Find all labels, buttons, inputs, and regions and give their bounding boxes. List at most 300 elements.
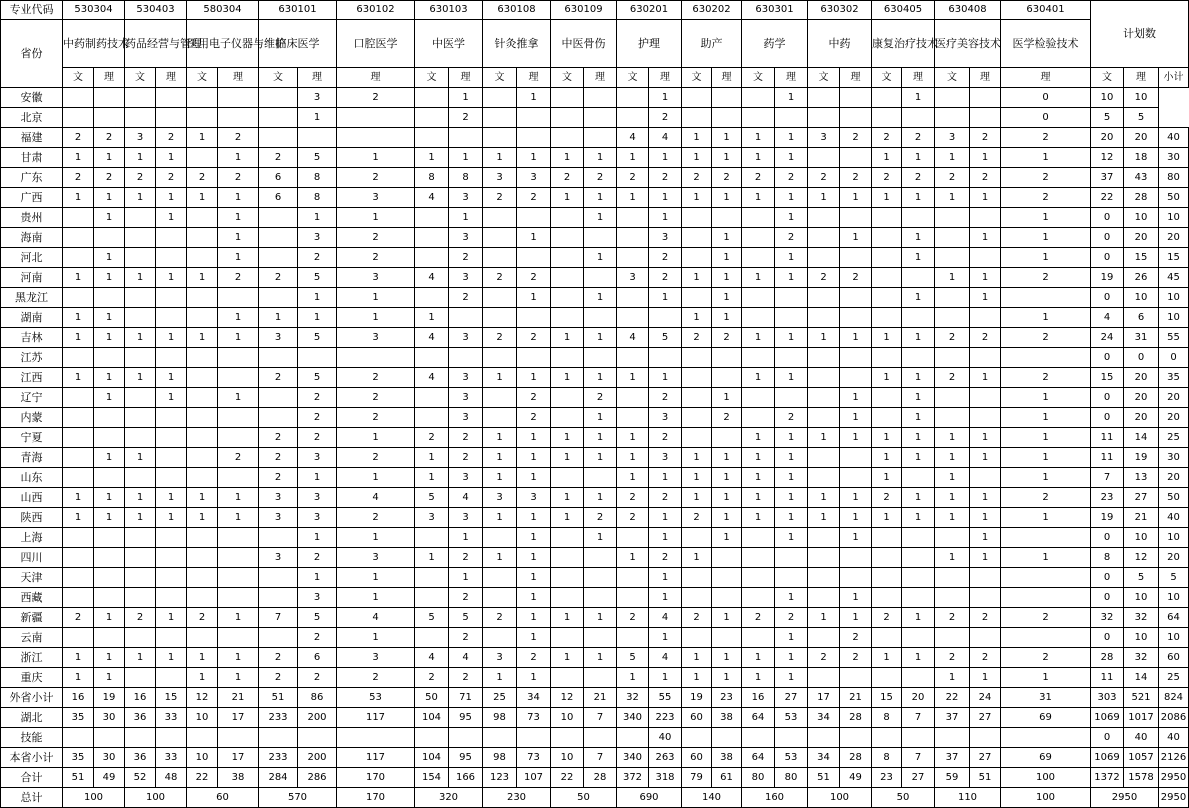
stream-header: 理	[298, 68, 337, 88]
data-cell: 27	[970, 708, 1001, 728]
data-cell	[63, 568, 94, 588]
data-cell: 1	[840, 588, 872, 608]
data-cell: 64	[742, 748, 775, 768]
data-cell	[682, 388, 712, 408]
data-cell: 0	[1091, 528, 1124, 548]
row-label: 甘肃	[1, 148, 63, 168]
data-cell: 1	[218, 488, 259, 508]
total-label: 总计	[1, 788, 63, 808]
data-cell	[94, 468, 125, 488]
data-cell: 1	[682, 488, 712, 508]
data-cell: 2	[63, 128, 94, 148]
data-cell	[584, 728, 617, 748]
data-cell: 1	[125, 508, 156, 528]
data-cell: 5	[1124, 108, 1159, 128]
data-cell	[551, 108, 584, 128]
data-cell: 80	[775, 768, 808, 788]
data-cell	[218, 568, 259, 588]
stream-header: 理	[584, 68, 617, 88]
data-cell: 2	[935, 608, 970, 628]
data-cell	[483, 128, 517, 148]
data-cell: 3	[337, 548, 415, 568]
data-cell	[156, 88, 187, 108]
data-cell	[970, 388, 1001, 408]
data-cell: 20	[1159, 388, 1189, 408]
data-cell: 30	[1159, 148, 1189, 168]
major-name: 中药制药技术	[63, 20, 125, 68]
major-name: 针灸推拿	[483, 20, 551, 68]
row-label: 辽宁	[1, 388, 63, 408]
data-cell: 1	[682, 308, 712, 328]
data-cell	[935, 308, 970, 328]
data-cell	[125, 308, 156, 328]
data-cell: 2950	[1159, 768, 1189, 788]
data-cell: 2	[449, 588, 483, 608]
data-cell: 1	[94, 328, 125, 348]
data-cell: 1	[970, 188, 1001, 208]
major-name: 医用电子仪器与维护	[187, 20, 259, 68]
data-cell: 1	[94, 608, 125, 628]
data-cell	[682, 588, 712, 608]
stream-header: 文	[935, 68, 970, 88]
data-cell: 2	[935, 648, 970, 668]
data-cell	[902, 628, 935, 648]
data-cell	[551, 408, 584, 428]
data-cell: 2	[649, 268, 682, 288]
data-cell: 0	[1091, 568, 1124, 588]
data-cell: 1	[517, 228, 551, 248]
data-cell	[156, 468, 187, 488]
data-cell: 2	[517, 408, 551, 428]
data-cell	[682, 728, 712, 748]
table-row	[1, 608, 1189, 628]
data-cell	[449, 728, 483, 748]
data-cell: 3	[298, 588, 337, 608]
row-label: 福建	[1, 128, 63, 148]
data-cell: 1	[935, 468, 970, 488]
data-cell: 2	[712, 168, 742, 188]
table-row	[1, 508, 1189, 528]
data-cell	[970, 348, 1001, 368]
data-cell: 7	[902, 708, 935, 728]
data-cell: 2	[649, 108, 682, 128]
data-cell	[902, 208, 935, 228]
data-cell: 17	[218, 748, 259, 768]
data-cell	[125, 468, 156, 488]
data-cell: 1	[517, 428, 551, 448]
data-cell: 2	[449, 628, 483, 648]
data-cell: 2	[935, 168, 970, 188]
stream-header: 理	[449, 68, 483, 88]
data-cell	[872, 568, 902, 588]
data-cell: 5	[617, 648, 649, 668]
data-cell: 2	[337, 228, 415, 248]
data-cell: 64	[742, 708, 775, 728]
row-label: 山东	[1, 468, 63, 488]
data-cell: 1	[712, 468, 742, 488]
data-cell	[682, 248, 712, 268]
data-cell: 20	[1159, 548, 1189, 568]
major-total: 50	[551, 788, 617, 808]
data-cell: 2	[517, 328, 551, 348]
data-cell	[63, 528, 94, 548]
data-cell	[483, 348, 517, 368]
data-cell	[415, 208, 449, 228]
data-cell: 2	[415, 668, 449, 688]
data-cell: 5	[298, 328, 337, 348]
data-cell: 1	[970, 288, 1001, 308]
data-cell	[742, 288, 775, 308]
data-cell: 25	[483, 688, 517, 708]
table-row	[1, 268, 1189, 288]
data-cell: 1	[187, 188, 218, 208]
data-cell: 1	[259, 308, 298, 328]
data-cell	[259, 628, 298, 648]
data-cell: 1	[517, 508, 551, 528]
table-row	[1, 648, 1189, 668]
data-cell: 104	[415, 708, 449, 728]
data-cell: 2	[218, 128, 259, 148]
data-cell: 0	[1001, 88, 1091, 108]
data-cell: 1	[298, 568, 337, 588]
data-cell: 32	[617, 688, 649, 708]
data-cell: 2126	[1159, 748, 1189, 768]
data-cell: 1	[808, 328, 840, 348]
data-cell: 3	[259, 328, 298, 348]
data-cell	[187, 388, 218, 408]
data-cell: 1	[682, 648, 712, 668]
data-cell	[682, 208, 712, 228]
data-cell	[156, 568, 187, 588]
data-cell: 10	[1124, 588, 1159, 608]
data-cell: 51	[259, 688, 298, 708]
major-code: 630302	[808, 1, 872, 20]
data-cell: 49	[840, 768, 872, 788]
data-cell: 95	[449, 748, 483, 768]
data-cell: 10	[1159, 308, 1189, 328]
data-cell: 1	[551, 368, 584, 388]
data-cell: 2	[337, 88, 415, 108]
data-cell: 1	[649, 668, 682, 688]
data-cell: 1	[551, 428, 584, 448]
data-cell	[156, 628, 187, 648]
data-cell: 1	[156, 648, 187, 668]
data-cell: 15	[1091, 368, 1124, 388]
data-cell: 2	[902, 168, 935, 188]
data-cell: 37	[935, 708, 970, 728]
data-cell: 53	[775, 748, 808, 768]
data-cell	[94, 568, 125, 588]
data-cell	[742, 388, 775, 408]
data-cell: 10	[1124, 288, 1159, 308]
major-code: 580304	[187, 1, 259, 20]
major-code: 630301	[742, 1, 808, 20]
data-cell: 1	[775, 528, 808, 548]
data-cell: 1	[617, 188, 649, 208]
data-cell: 263	[649, 748, 682, 768]
data-cell: 14	[1124, 428, 1159, 448]
data-cell: 71	[449, 688, 483, 708]
data-cell	[551, 228, 584, 248]
data-cell: 1	[935, 548, 970, 568]
data-cell: 1	[584, 488, 617, 508]
data-cell: 1	[63, 268, 94, 288]
data-cell	[872, 528, 902, 548]
data-cell: 2	[517, 388, 551, 408]
data-cell	[712, 628, 742, 648]
data-cell	[872, 388, 902, 408]
stream-header: 文	[125, 68, 156, 88]
data-cell	[584, 108, 617, 128]
data-cell	[187, 728, 218, 748]
data-cell: 61	[712, 768, 742, 788]
table-row	[1, 488, 1189, 508]
data-cell	[218, 368, 259, 388]
data-cell: 0	[1124, 348, 1159, 368]
data-cell: 1	[902, 408, 935, 428]
data-cell: 1	[156, 208, 187, 228]
major-total: 570	[259, 788, 337, 808]
table-row	[1, 248, 1189, 268]
row-label: 浙江	[1, 648, 63, 668]
data-cell: 1	[742, 368, 775, 388]
major-total: 100	[125, 788, 187, 808]
data-cell: 1	[449, 568, 483, 588]
table-row	[1, 348, 1189, 368]
data-cell: 1	[970, 548, 1001, 568]
data-cell: 13	[1124, 468, 1159, 488]
data-cell	[551, 208, 584, 228]
data-cell: 2	[449, 668, 483, 688]
data-cell: 1	[649, 568, 682, 588]
data-cell: 2	[551, 168, 584, 188]
data-cell: 69	[1001, 748, 1091, 768]
table-row	[1, 548, 1189, 568]
data-cell	[298, 348, 337, 368]
data-cell: 1	[483, 468, 517, 488]
data-cell	[840, 468, 872, 488]
data-cell: 1	[483, 428, 517, 448]
data-cell: 2	[840, 128, 872, 148]
data-cell: 19	[682, 688, 712, 708]
data-cell: 1	[1001, 548, 1091, 568]
data-cell: 2	[125, 608, 156, 628]
data-cell: 2	[742, 608, 775, 628]
data-cell: 1	[218, 508, 259, 528]
data-cell: 5	[649, 328, 682, 348]
major-name: 康复治疗技术	[872, 20, 935, 68]
data-cell	[187, 228, 218, 248]
data-cell: 34	[517, 688, 551, 708]
data-cell: 30	[94, 748, 125, 768]
data-cell: 0	[1091, 588, 1124, 608]
stream-header: 文	[872, 68, 902, 88]
data-cell	[775, 308, 808, 328]
data-cell	[649, 348, 682, 368]
data-cell: 5	[298, 608, 337, 628]
data-cell: 1	[872, 648, 902, 668]
data-cell	[94, 588, 125, 608]
data-cell	[742, 108, 775, 128]
data-cell: 3	[483, 488, 517, 508]
data-cell: 1	[902, 488, 935, 508]
data-cell	[712, 728, 742, 748]
table-row	[1, 148, 1189, 168]
data-cell: 200	[298, 708, 337, 728]
data-cell	[415, 288, 449, 308]
data-cell: 2	[1001, 488, 1091, 508]
data-cell: 1	[156, 188, 187, 208]
data-cell	[617, 288, 649, 308]
major-name: 中药	[808, 20, 872, 68]
major-total: 320	[415, 788, 483, 808]
data-cell: 1	[551, 148, 584, 168]
stream-header: 理	[517, 68, 551, 88]
data-cell: 3	[259, 548, 298, 568]
data-cell	[970, 208, 1001, 228]
stream-header: 理	[1001, 68, 1091, 88]
data-cell	[742, 248, 775, 268]
data-cell: 1	[742, 448, 775, 468]
data-cell: 1	[872, 368, 902, 388]
data-cell: 38	[712, 708, 742, 728]
data-cell: 1	[125, 188, 156, 208]
data-cell: 1	[902, 88, 935, 108]
data-cell: 60	[682, 748, 712, 768]
data-cell: 21	[840, 688, 872, 708]
data-cell: 17	[218, 708, 259, 728]
data-cell: 1	[775, 588, 808, 608]
data-cell: 1	[517, 88, 551, 108]
data-cell: 20	[902, 688, 935, 708]
data-cell: 2	[298, 428, 337, 448]
table-row	[1, 208, 1189, 228]
data-cell: 1	[584, 248, 617, 268]
data-cell	[415, 628, 449, 648]
data-cell: 1	[712, 248, 742, 268]
data-cell: 40	[649, 728, 682, 748]
data-cell: 1	[584, 528, 617, 548]
data-cell	[551, 588, 584, 608]
data-cell	[742, 728, 775, 748]
data-cell: 2	[298, 628, 337, 648]
data-cell	[649, 308, 682, 328]
data-cell	[156, 248, 187, 268]
data-cell: 7	[259, 608, 298, 628]
data-cell: 2	[808, 168, 840, 188]
data-cell	[63, 728, 94, 748]
data-cell: 2086	[1159, 708, 1189, 728]
data-cell: 1	[712, 308, 742, 328]
data-cell: 11	[1091, 448, 1124, 468]
major-total: 690	[617, 788, 682, 808]
data-cell: 1	[712, 288, 742, 308]
data-cell: 2	[584, 168, 617, 188]
data-cell: 6	[259, 188, 298, 208]
data-cell: 2	[649, 488, 682, 508]
data-cell: 53	[337, 688, 415, 708]
data-cell: 1	[125, 368, 156, 388]
data-cell: 0	[1091, 208, 1124, 228]
data-cell: 4	[617, 328, 649, 348]
data-cell	[259, 248, 298, 268]
data-cell	[808, 228, 840, 248]
data-cell: 64	[1159, 608, 1189, 628]
data-cell	[125, 628, 156, 648]
data-cell	[840, 248, 872, 268]
data-cell	[125, 548, 156, 568]
table-row	[1, 108, 1189, 128]
data-cell	[872, 668, 902, 688]
data-cell: 3	[298, 228, 337, 248]
data-cell	[935, 408, 970, 428]
data-cell: 1	[682, 448, 712, 468]
data-cell: 1	[682, 268, 712, 288]
data-cell: 1	[63, 328, 94, 348]
data-cell: 1	[156, 368, 187, 388]
data-cell: 2	[712, 328, 742, 348]
data-cell	[259, 228, 298, 248]
data-cell: 18	[1124, 148, 1159, 168]
data-cell	[712, 428, 742, 448]
stream-header: 理	[775, 68, 808, 88]
data-cell: 28	[840, 708, 872, 728]
data-cell: 2	[617, 608, 649, 628]
data-cell: 0	[1091, 388, 1124, 408]
data-cell: 100	[1001, 768, 1091, 788]
data-cell: 2	[617, 488, 649, 508]
data-cell: 0	[1159, 348, 1189, 368]
data-cell: 1	[415, 448, 449, 468]
data-cell: 8	[298, 188, 337, 208]
data-cell	[483, 588, 517, 608]
major-code: 630405	[872, 1, 935, 20]
data-cell	[775, 288, 808, 308]
data-cell: 1	[682, 128, 712, 148]
data-cell	[617, 408, 649, 428]
data-cell: 1	[1001, 668, 1091, 688]
data-cell: 4	[649, 608, 682, 628]
data-cell: 10	[551, 748, 584, 768]
data-cell	[187, 588, 218, 608]
data-cell: 2	[259, 368, 298, 388]
data-cell: 1	[187, 668, 218, 688]
data-cell: 1	[775, 468, 808, 488]
major-code: 630102	[337, 1, 415, 20]
data-cell	[1001, 728, 1091, 748]
data-cell: 4	[1091, 308, 1124, 328]
data-cell: 2	[617, 168, 649, 188]
data-cell	[808, 308, 840, 328]
data-cell: 1	[125, 268, 156, 288]
data-cell: 3	[298, 488, 337, 508]
data-cell	[551, 308, 584, 328]
data-cell: 1	[712, 648, 742, 668]
data-cell: 1	[449, 148, 483, 168]
data-cell: 4	[415, 648, 449, 668]
data-cell: 1057	[1124, 748, 1159, 768]
data-cell: 3	[617, 268, 649, 288]
data-cell	[712, 568, 742, 588]
data-cell: 1	[483, 548, 517, 568]
data-cell: 1	[517, 468, 551, 488]
data-cell	[808, 368, 840, 388]
major-name: 中医骨伤	[551, 20, 617, 68]
major-code: 630201	[617, 1, 682, 20]
data-cell: 25	[1159, 668, 1189, 688]
row-label: 技能	[1, 728, 63, 748]
data-cell	[840, 208, 872, 228]
